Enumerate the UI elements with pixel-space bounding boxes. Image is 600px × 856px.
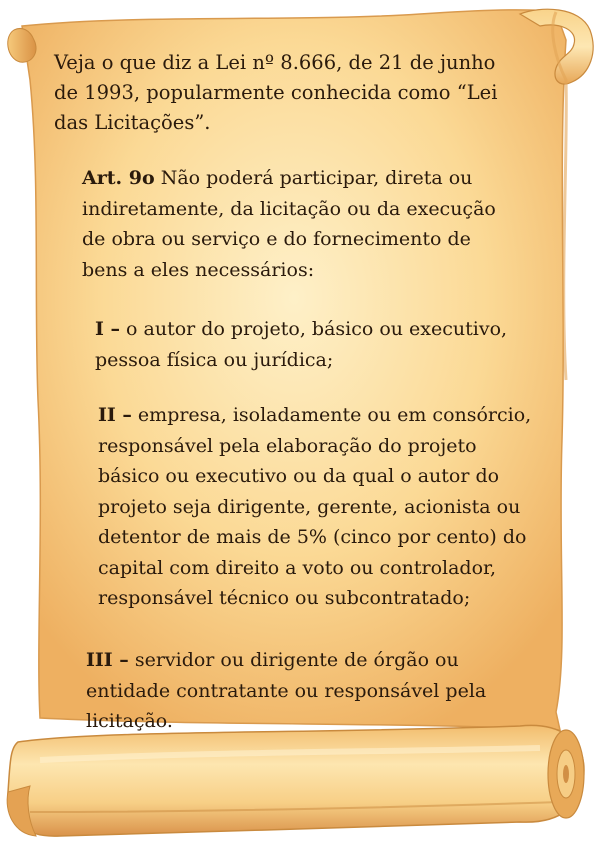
item-iii-label: III –	[86, 649, 129, 671]
item-ii-paragraph	[98, 400, 538, 614]
item-i-paragraph	[95, 314, 515, 375]
item-ii-label: II –	[98, 404, 132, 426]
article-paragraph	[82, 163, 512, 285]
article-label: Art. 9o	[82, 167, 155, 189]
item-i-text: o autor do projeto, básico ou executivo, pessoa física ou jurídica;	[95, 318, 508, 371]
item-iii-paragraph	[86, 645, 536, 737]
item-i-label: I –	[95, 318, 121, 340]
intro-paragraph	[54, 48, 524, 138]
article-text: Não poderá participar, direta ou indiretamente, da licitação ou da execução de obra ou serviço e do fornecimento de bens a eles necessários:	[82, 167, 496, 281]
item-iii-text: servidor ou dirigente de órgão ou entidade contratante ou responsável pela licitação.	[86, 649, 487, 732]
intro-text: Veja o que diz a Lei nº 8.666, de 21 de junho de 1993, popularmente conhecida como “Lei das Licitações”.	[54, 51, 498, 134]
item-ii-text: empresa, isoladamente ou em consórcio, responsável pela elaboração do projeto básico ou executivo ou da qual o autor do projeto seja dirigente, gerente, acionista ou detentor de mais de 5% (cinco por cento) do capital com direito a voto ou controlador, responsável técnico ou subcontratado;	[98, 404, 532, 609]
